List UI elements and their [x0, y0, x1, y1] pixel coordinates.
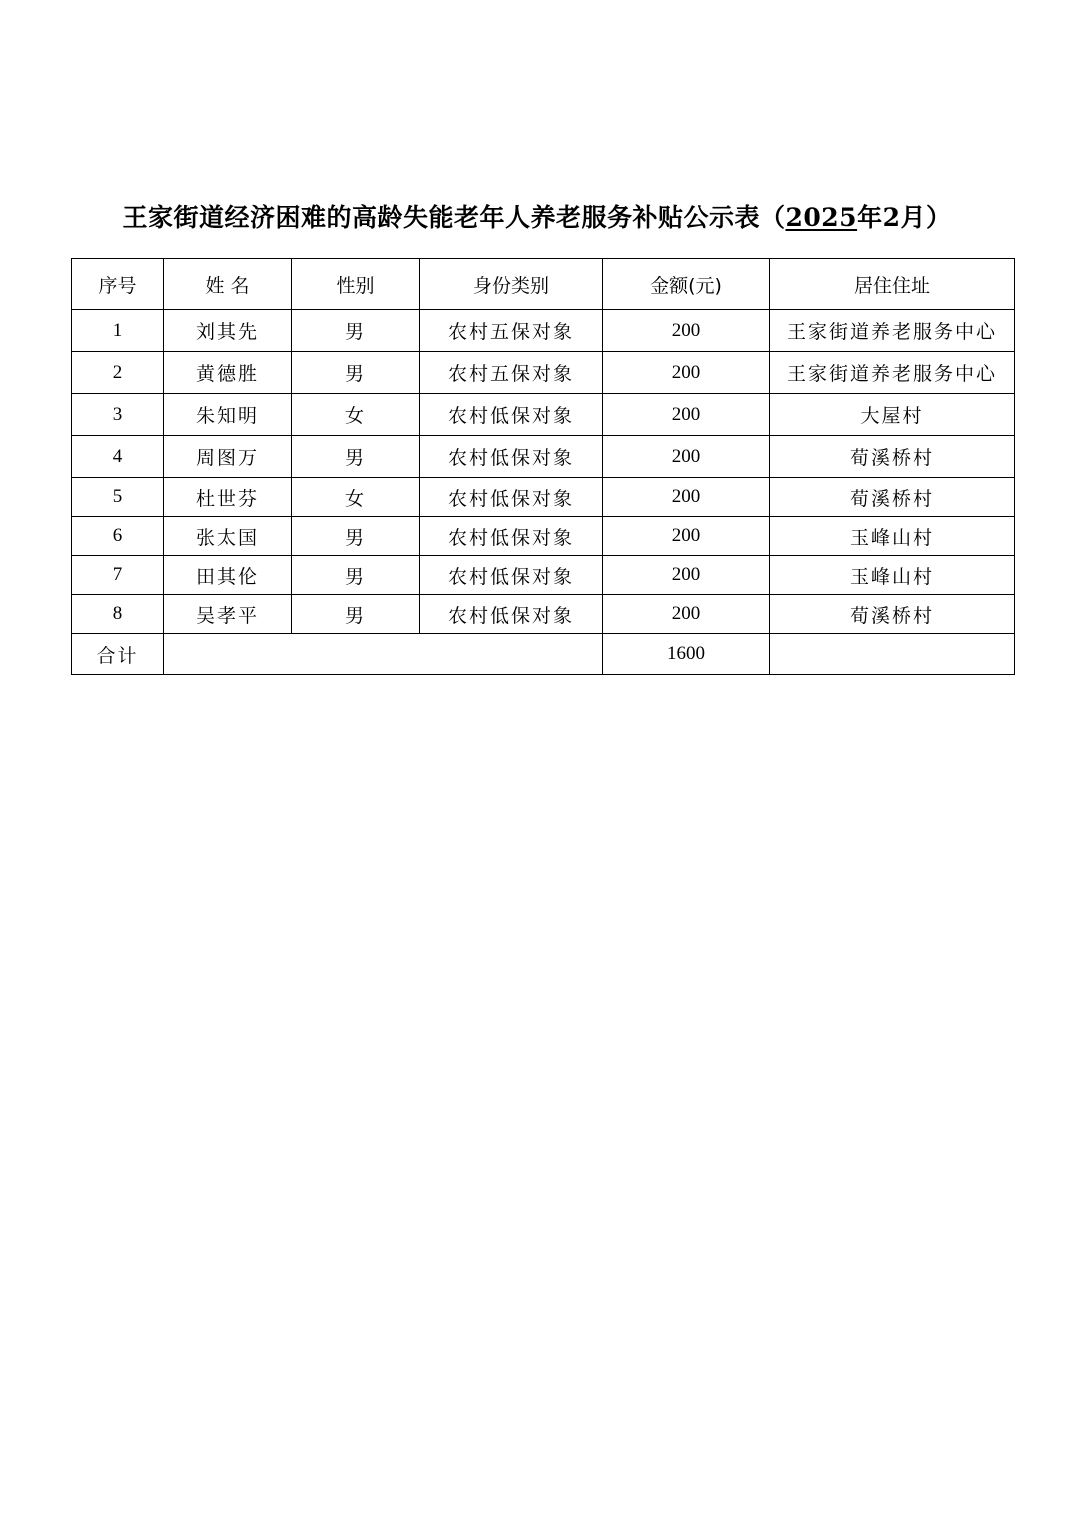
total-row [72, 634, 1015, 675]
cell-category: 农村低保对象 [420, 436, 603, 478]
cell-gender: 男 [292, 595, 420, 634]
cell-address: 王家街道养老服务中心 [770, 352, 1015, 394]
total-address-cell [770, 634, 1015, 675]
cell-amount: 200 [603, 310, 770, 352]
table-row [72, 310, 1015, 352]
cell-address: 王家街道养老服务中心 [770, 310, 1015, 352]
cell-gender: 男 [292, 517, 420, 556]
cell-address: 玉峰山村 [770, 556, 1015, 595]
cell-address: 荀溪桥村 [770, 436, 1015, 478]
table-row [72, 595, 1015, 634]
header-category: 身份类别 [420, 259, 603, 310]
cell-amount: 200 [603, 517, 770, 556]
cell-name: 刘其先 [164, 310, 292, 352]
cell-name: 周图万 [164, 436, 292, 478]
total-empty-cell [164, 634, 603, 675]
table-row [72, 352, 1015, 394]
cell-address: 玉峰山村 [770, 517, 1015, 556]
subsidy-table [71, 258, 1015, 675]
cell-no: 4 [72, 436, 164, 478]
header-name: 姓 名 [164, 259, 292, 310]
cell-amount: 200 [603, 556, 770, 595]
cell-amount: 200 [603, 478, 770, 517]
total-amount: 1600 [603, 634, 770, 675]
cell-address: 大屋村 [770, 394, 1015, 436]
cell-address: 荀溪桥村 [770, 478, 1015, 517]
cell-amount: 200 [603, 595, 770, 634]
cell-no: 3 [72, 394, 164, 436]
cell-no: 6 [72, 517, 164, 556]
table-header-row [72, 259, 1015, 310]
page-title [0, 198, 1074, 234]
cell-gender: 男 [292, 310, 420, 352]
cell-gender: 女 [292, 478, 420, 517]
cell-name: 吴孝平 [164, 595, 292, 634]
cell-gender: 男 [292, 556, 420, 595]
table-row [72, 394, 1015, 436]
table-row [72, 436, 1015, 478]
table-row [72, 556, 1015, 595]
header-address: 居住住址 [770, 259, 1015, 310]
title-suffix: 年2月） [857, 203, 952, 232]
cell-amount: 200 [603, 436, 770, 478]
header-amount: 金额(元) [603, 259, 770, 310]
cell-gender: 男 [292, 352, 420, 394]
cell-no: 7 [72, 556, 164, 595]
cell-no: 8 [72, 595, 164, 634]
cell-category: 农村低保对象 [420, 394, 603, 436]
cell-no: 2 [72, 352, 164, 394]
cell-name: 黄德胜 [164, 352, 292, 394]
cell-name: 杜世芬 [164, 478, 292, 517]
cell-name: 张太国 [164, 517, 292, 556]
title-prefix: 王家街道经济困难的高龄失能老年人养老服务补贴公示表（ [122, 203, 786, 232]
cell-category: 农村低保对象 [420, 517, 603, 556]
total-label: 合计 [72, 634, 164, 675]
cell-no: 1 [72, 310, 164, 352]
table-row [72, 478, 1015, 517]
cell-name: 田其伦 [164, 556, 292, 595]
cell-category: 农村五保对象 [420, 310, 603, 352]
cell-name: 朱知明 [164, 394, 292, 436]
cell-category: 农村五保对象 [420, 352, 603, 394]
cell-no: 5 [72, 478, 164, 517]
header-no: 序号 [72, 259, 164, 310]
cell-category: 农村低保对象 [420, 595, 603, 634]
table-row [72, 517, 1015, 556]
title-year: 2025 [785, 203, 858, 232]
header-gender: 性别 [292, 259, 420, 310]
cell-category: 农村低保对象 [420, 478, 603, 517]
cell-address: 荀溪桥村 [770, 595, 1015, 634]
cell-category: 农村低保对象 [420, 556, 603, 595]
cell-amount: 200 [603, 352, 770, 394]
cell-gender: 女 [292, 394, 420, 436]
cell-gender: 男 [292, 436, 420, 478]
cell-amount: 200 [603, 394, 770, 436]
